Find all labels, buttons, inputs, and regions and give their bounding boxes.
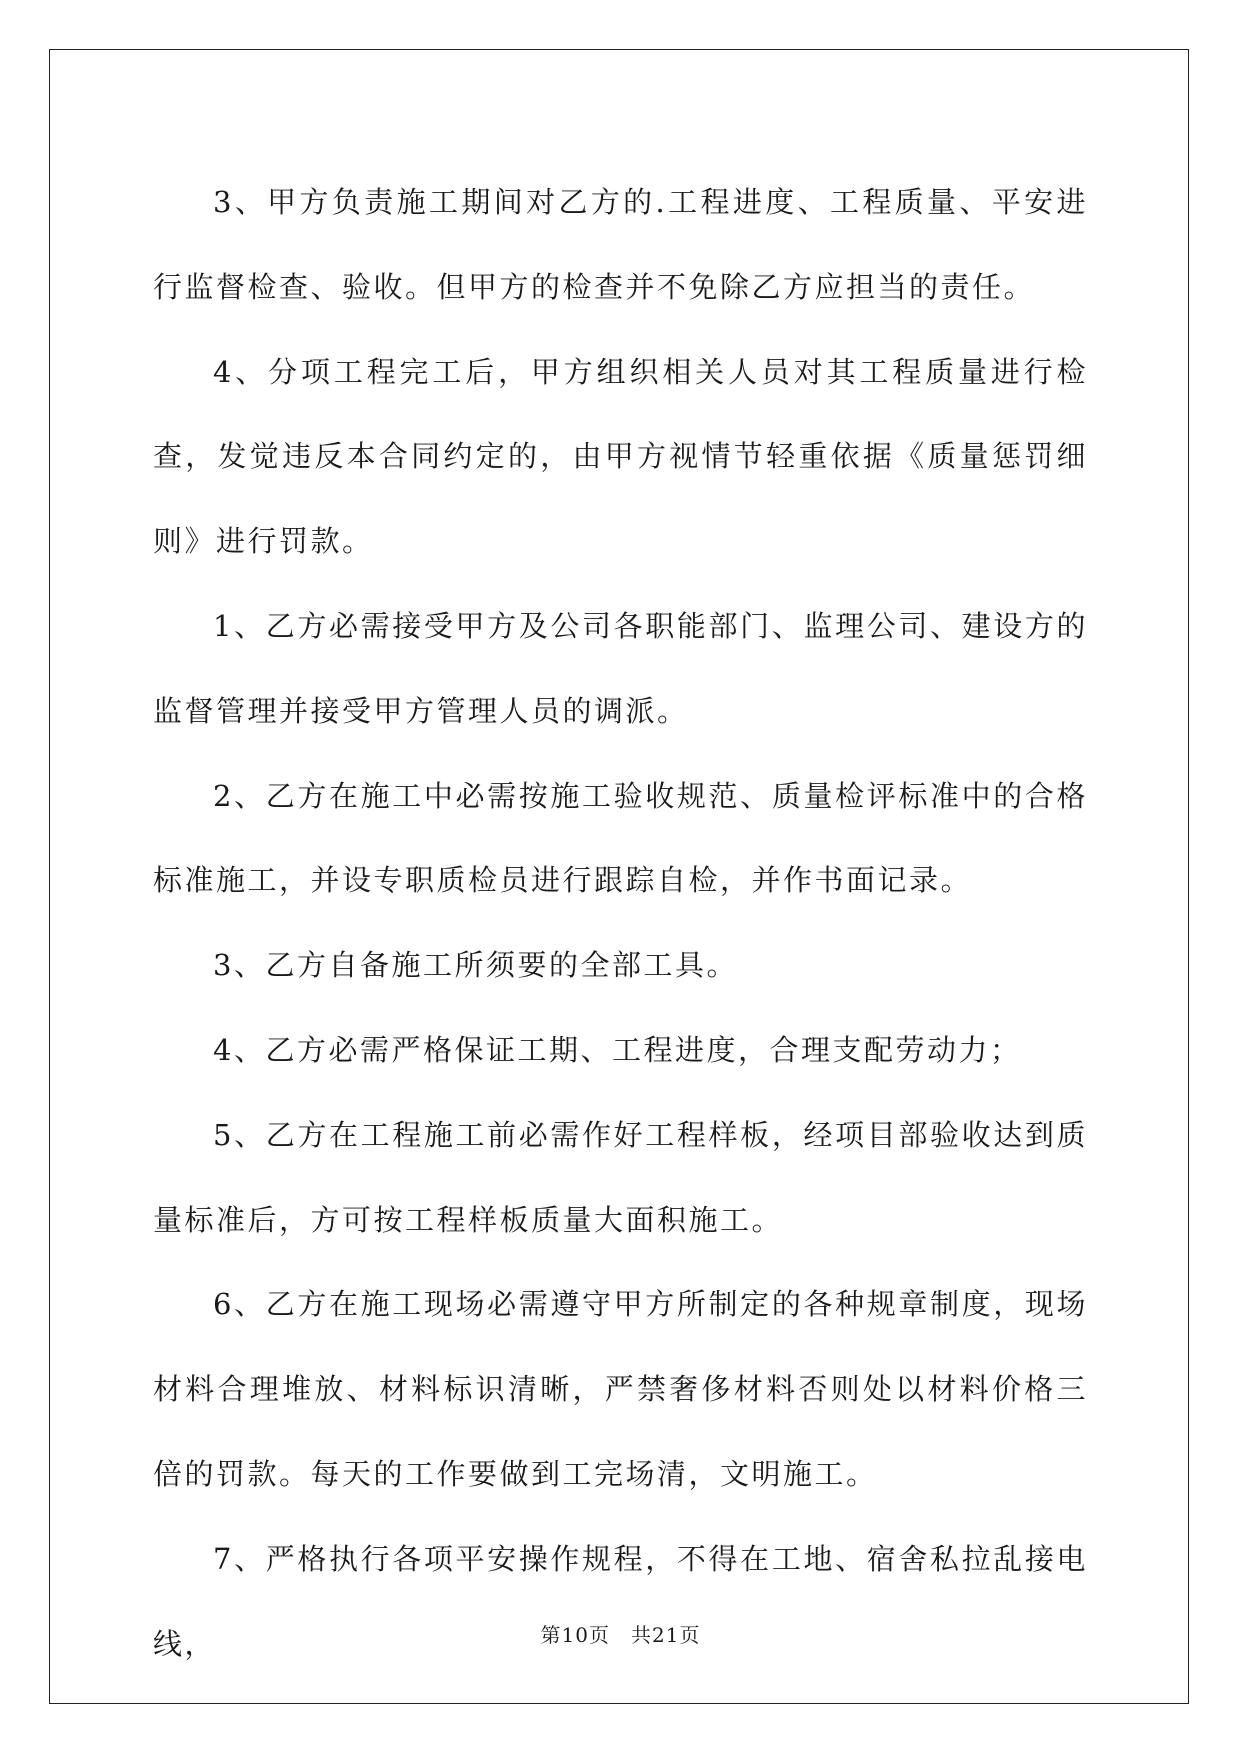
page-number-footer: 第10页 共21页: [540, 1623, 701, 1647]
document-body: [153, 160, 1088, 1686]
paragraph-7: 5、乙方在工程施工前必需作好工程样板，经项目部验收达到质量标准后，方可按工程样板质量大面积施工。: [153, 1117, 1088, 1237]
paragraph-5: 3、乙方自备施工所须要的全部工具。: [213, 948, 738, 983]
paragraph-8: 6、乙方在施工现场必需遵守甲方所制定的各种规章制度，现场材料合理堆放、材料标识清晰，严禁奢侈材料否则处以材料价格三倍的罚款。每天的工作要做到工完场清，文明施工。: [153, 1287, 1088, 1491]
paragraph-9: 7、严格执行各项平安操作规程，不得在工地、宿舍私拉乱接电线，: [153, 1541, 1088, 1661]
paragraph-1: 3、甲方负责施工期间对乙方的.工程进度、工程质量、平安进行监督检查、验收。但甲方的检查并不免除乙方应担当的责任。: [153, 185, 1088, 304]
paragraph-3: 1、乙方必需接受甲方及公司各职能部门、监理公司、建设方的监督管理并接受甲方管理人员的调派。: [153, 608, 1088, 728]
paragraph-6: 4、乙方必需严格保证工期、工程进度，合理支配劳动力；: [213, 1032, 1022, 1067]
paragraph-2: 4、分项工程完工后，甲方组织相关人员对其工程质量进行检查，发觉违反本合同约定的，由甲方视情节轻重依据《质量惩罚细则》进行罚款。: [153, 354, 1088, 559]
paragraph-4: 2、乙方在施工中必需按施工验收规范、质量检评标准中的合格标准施工，并设专职质检员进行跟踪自检，并作书面记录。: [153, 778, 1088, 898]
